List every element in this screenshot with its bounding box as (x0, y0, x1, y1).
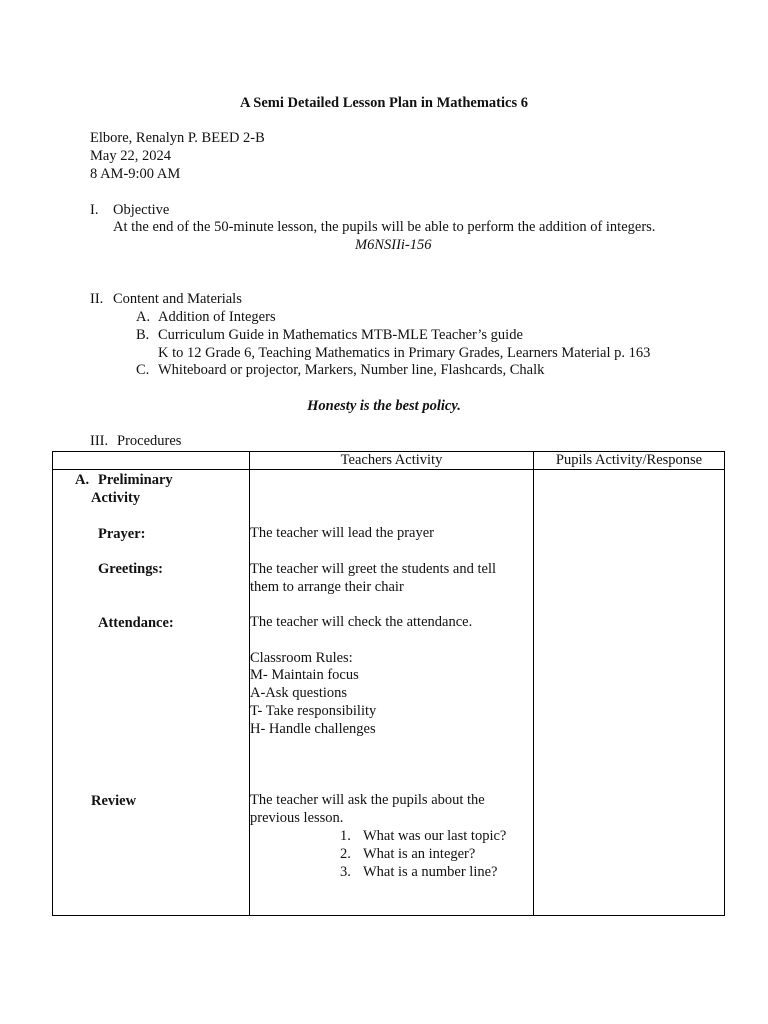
teacher-greetings-text: The teacher will greet the students and tell (250, 561, 497, 577)
section-marker: A. (75, 472, 90, 488)
classroom-rule-item: H- Handle challenges (250, 721, 376, 737)
procedures-table (52, 451, 725, 916)
table-row (53, 470, 725, 916)
section-title: Activity (91, 490, 141, 506)
content-item-marker: B. (136, 327, 150, 343)
row-label-greetings: Greetings: (98, 561, 163, 577)
content-item-text: Curriculum Guide in Mathematics MTB-MLE Teacher’s guide (158, 327, 523, 343)
content-numeral: II. (90, 291, 104, 307)
column-header: Pupils Activity/Response (534, 452, 725, 470)
author-line: Elbore, Renalyn P. BEED 2-B (90, 130, 265, 146)
teacher-prayer-text: The teacher will lead the prayer (250, 525, 434, 541)
content-item-text: Addition of Integers (158, 309, 276, 325)
objective-heading: Objective (113, 202, 170, 218)
classroom-rule-item: M- Maintain focus (250, 667, 359, 683)
row-label-prayer: Prayer: (98, 526, 146, 542)
content-item-text: Whiteboard or projector, Markers, Number line, Flashcards, Chalk (158, 362, 545, 378)
content-item-marker: C. (136, 362, 150, 378)
row-label-review: Review (91, 793, 137, 809)
table-header-row (53, 452, 725, 470)
classroom-rule-item: T- Take responsibility (250, 703, 377, 719)
review-question-number: 2. (340, 846, 351, 862)
content-heading: Content and Materials (113, 291, 242, 307)
review-question-number: 3. (340, 864, 351, 880)
procedures-numeral: III. (90, 433, 109, 449)
teacher-review-text: The teacher will ask the pupils about the (250, 792, 485, 808)
teacher-greetings-text: them to arrange their chair (250, 579, 404, 595)
review-question-number: 1. (340, 828, 351, 844)
motto: Honesty is the best policy. (307, 398, 461, 414)
procedures-heading: Procedures (117, 433, 182, 449)
objective-text: At the end of the 50-minute lesson, the pupils will be able to perform the addition of integers. (113, 219, 656, 235)
classroom-rules-heading: Classroom Rules: (250, 650, 353, 666)
time-line: 8 AM-9:00 AM (90, 166, 181, 182)
review-question: What is an integer? (363, 846, 476, 862)
column-header: Teachers Activity (250, 452, 534, 470)
section-title: Preliminary (98, 472, 173, 488)
content-item-text: K to 12 Grade 6, Teaching Mathematics in Primary Grades, Learners Material p. 163 (158, 345, 651, 361)
content-item-marker: A. (136, 309, 151, 325)
review-question: What was our last topic? (363, 828, 507, 844)
activity-label-cell (53, 470, 250, 916)
pupils-response-cell (534, 470, 725, 916)
teacher-activity-cell (250, 470, 534, 916)
objective-numeral: I. (90, 202, 99, 218)
date-line: May 22, 2024 (90, 148, 171, 164)
classroom-rule-item: A-Ask questions (250, 685, 348, 701)
row-label-attendance: Attendance: (98, 615, 174, 631)
review-question: What is a number line? (363, 864, 498, 880)
document-title: A Semi Detailed Lesson Plan in Mathematics 6 (240, 95, 528, 111)
teacher-review-text: previous lesson. (250, 810, 344, 826)
column-header (53, 452, 250, 470)
teacher-attendance-text: The teacher will check the attendance. (250, 614, 473, 630)
competency-code: M6NSIIi-156 (355, 237, 432, 253)
